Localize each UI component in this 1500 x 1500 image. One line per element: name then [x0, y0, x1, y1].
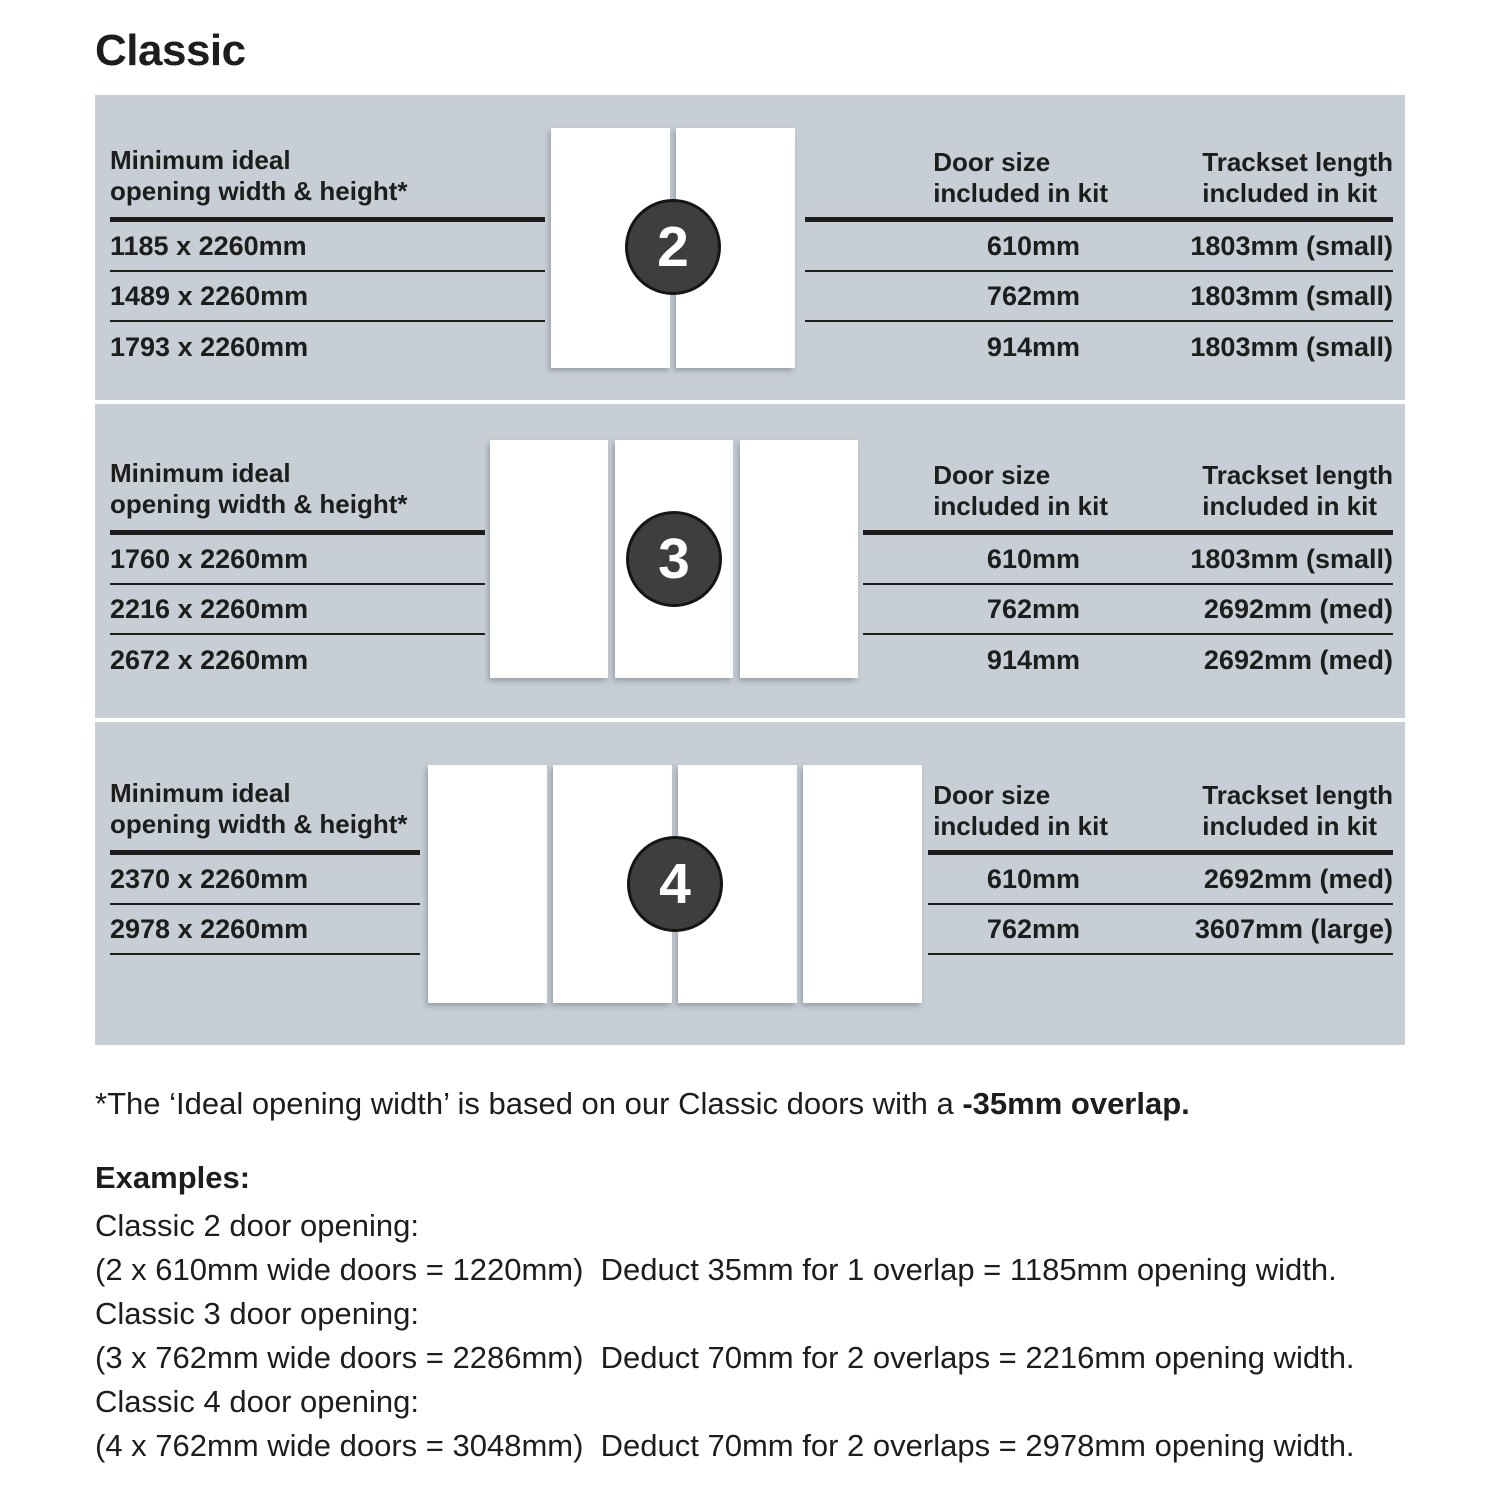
door-size-value: 610mm — [986, 863, 1080, 894]
page-title: Classic — [95, 26, 246, 75]
opening-size-value: 1793 x 2260mm — [110, 331, 309, 362]
opening-size-value: 2370 x 2260mm — [110, 855, 420, 905]
kit-row — [805, 272, 1393, 322]
door-panel — [490, 440, 608, 678]
trackset-value: 1803mm (small) — [1190, 280, 1393, 311]
door-count-badge: 4 — [627, 836, 723, 932]
example-detail: (4 x 762mm wide doors = 3048mm) Deduct 70mm for 2 overlaps = 2978mm opening width. — [95, 1428, 1355, 1463]
examples-heading: Examples: — [95, 1160, 251, 1195]
trackset-value: 2692mm (med) — [1203, 593, 1393, 624]
opening-header-line1: Minimum ideal — [110, 458, 291, 488]
door-count-badge: 3 — [626, 511, 722, 607]
kit-table — [805, 145, 1393, 372]
opening-size-value: 1489 x 2260mm — [110, 272, 545, 322]
door-size-value: 610mm — [986, 230, 1080, 261]
trackset-value: 1803mm (small) — [1190, 543, 1393, 574]
opening-size-table — [110, 458, 485, 685]
opening-size-value: 1185 x 2260mm — [110, 222, 545, 272]
door-diagram-3 — [490, 440, 858, 678]
trackset-header: Trackset length included in kit — [1202, 147, 1393, 208]
trackset-value: 1803mm (small) — [1190, 331, 1393, 362]
kit-row — [928, 855, 1393, 905]
examples-list — [95, 1204, 1355, 1468]
door-diagram-4 — [428, 765, 922, 1003]
opening-size-table — [110, 145, 545, 372]
door-size-value: 610mm — [986, 543, 1080, 574]
door-size-value: 914mm — [986, 644, 1080, 675]
door-size-value: 762mm — [986, 280, 1080, 311]
door-panel — [740, 440, 858, 678]
door-panel — [428, 765, 547, 1003]
kit-table-header — [863, 458, 1393, 522]
trackset-value: 1803mm (small) — [1190, 230, 1393, 261]
opening-size-value: 2216 x 2260mm — [110, 585, 485, 635]
door-size-header: Door size included in kit — [933, 780, 1108, 841]
opening-header-line2: opening width & height* — [110, 176, 408, 206]
kit-row — [863, 635, 1393, 685]
example-detail: (3 x 762mm wide doors = 2286mm) Deduct 70mm for 2 overlaps = 2216mm opening width. — [95, 1340, 1355, 1375]
kit-row — [805, 322, 1393, 372]
kit-table — [863, 458, 1393, 685]
footnote — [95, 1086, 1190, 1122]
trackset-header: Trackset length included in kit — [1202, 460, 1393, 521]
door-panel — [803, 765, 922, 1003]
opening-size-value: 2978 x 2260mm — [110, 905, 420, 955]
opening-header-line2: opening width & height* — [110, 489, 408, 519]
opening-header-line2: opening width & height* — [110, 809, 408, 839]
opening-header — [110, 458, 485, 522]
example-label: Classic 4 door opening: — [95, 1384, 419, 1419]
door-diagram-2 — [551, 128, 795, 368]
trackset-header: Trackset length included in kit — [1202, 780, 1393, 841]
example-detail: (2 x 610mm wide doors = 1220mm) Deduct 35mm for 1 overlap = 1185mm opening width. — [95, 1252, 1337, 1287]
footnote-text: *The ‘Ideal opening width’ is based on our Classic doors with a — [95, 1086, 963, 1121]
opening-header-line1: Minimum ideal — [110, 145, 291, 175]
door-size-header: Door size included in kit — [933, 460, 1108, 521]
door-size-value: 762mm — [986, 593, 1080, 624]
opening-size-value: 1760 x 2260mm — [110, 535, 485, 585]
kit-row — [805, 222, 1393, 272]
spec-panels — [95, 95, 1405, 1045]
door-size-header: Door size included in kit — [933, 147, 1108, 208]
example-label: Classic 2 door opening: — [95, 1208, 419, 1243]
footnote-bold: -35mm overlap. — [962, 1086, 1190, 1121]
opening-header — [110, 778, 420, 842]
spec-panel-2door — [95, 95, 1405, 400]
kit-row — [928, 905, 1393, 955]
example-label: Classic 3 door opening: — [95, 1296, 419, 1331]
trackset-value: 3607mm (large) — [1194, 913, 1393, 944]
kit-row — [863, 535, 1393, 585]
opening-header — [110, 145, 545, 209]
kit-row — [863, 585, 1393, 635]
kit-table-header — [805, 145, 1393, 209]
door-size-value: 914mm — [986, 331, 1080, 362]
opening-size-value: 2672 x 2260mm — [110, 644, 309, 675]
opening-header-line1: Minimum ideal — [110, 778, 291, 808]
kit-table-header — [928, 778, 1393, 842]
door-size-value: 762mm — [986, 913, 1080, 944]
spec-panel-4door — [95, 722, 1405, 1045]
kit-table — [928, 778, 1393, 955]
trackset-value: 2692mm (med) — [1203, 644, 1393, 675]
spec-panel-3door — [95, 404, 1405, 718]
door-count-badge: 2 — [625, 199, 721, 295]
trackset-value: 2692mm (med) — [1203, 863, 1393, 894]
opening-size-table — [110, 778, 420, 955]
